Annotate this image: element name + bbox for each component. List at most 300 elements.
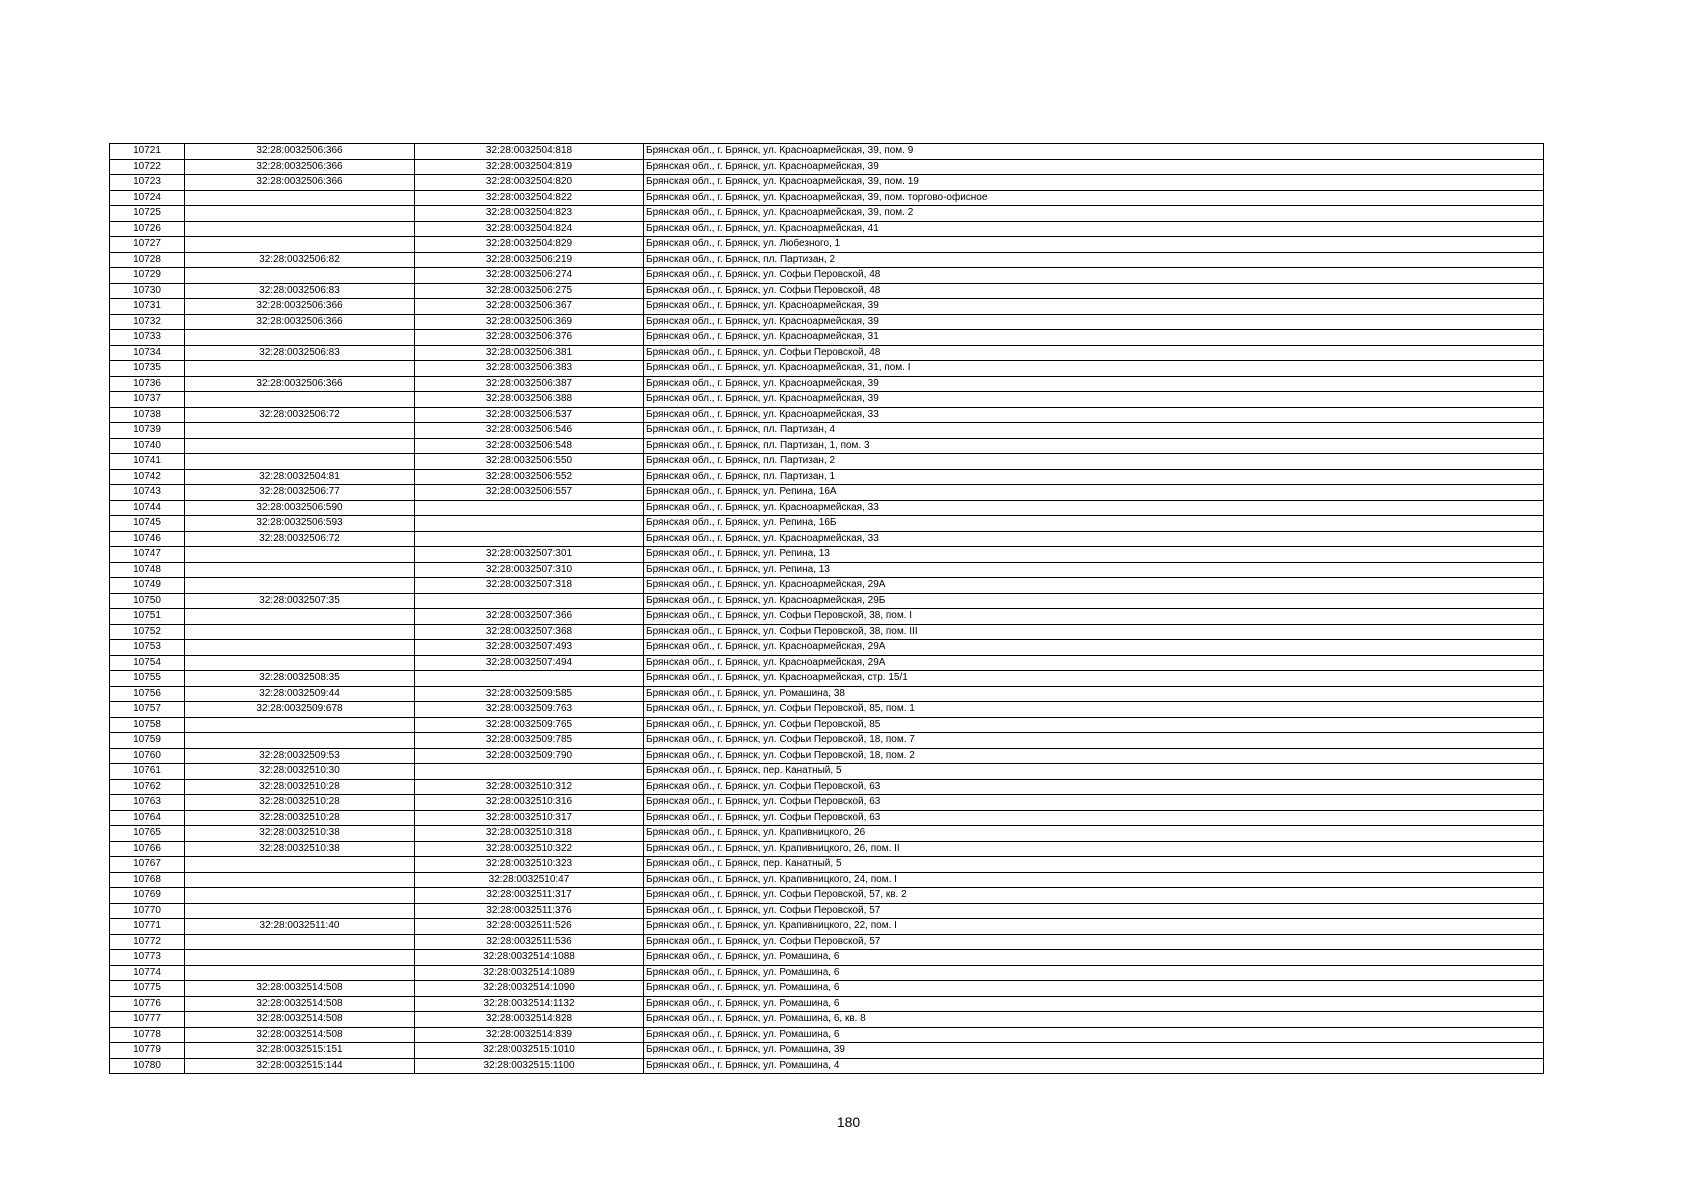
row-number-cell: 10735 [110, 361, 185, 377]
land-parcel-number-cell [185, 624, 415, 640]
building-number-cell: 32:28:0032504:823 [415, 206, 644, 222]
land-parcel-number-cell [185, 857, 415, 873]
building-number-cell: 32:28:0032506:552 [415, 469, 644, 485]
address-cell: Брянская обл., г. Брянск, ул. Ромашина, 6 [644, 950, 1544, 966]
row-number-cell: 10749 [110, 578, 185, 594]
row-number-cell: 10765 [110, 826, 185, 842]
land-parcel-number-cell: 32:28:0032509:44 [185, 686, 415, 702]
address-cell: Брянская обл., г. Брянск, ул. Репина, 13 [644, 547, 1544, 563]
address-cell: Брянская обл., г. Брянск, ул. Красноармейская, 29Б [644, 593, 1544, 609]
row-number-cell: 10778 [110, 1027, 185, 1043]
building-number-cell: 32:28:0032514:1088 [415, 950, 644, 966]
land-parcel-number-cell: 32:28:0032506:366 [185, 159, 415, 175]
table-row [110, 578, 1544, 594]
building-number-cell: 32:28:0032510:47 [415, 872, 644, 888]
land-parcel-number-cell: 32:28:0032514:508 [185, 1027, 415, 1043]
land-parcel-number-cell [185, 733, 415, 749]
building-number-cell: 32:28:0032504:824 [415, 221, 644, 237]
row-number-cell: 10755 [110, 671, 185, 687]
building-number-cell [415, 500, 644, 516]
table-row [110, 919, 1544, 935]
building-number-cell: 32:28:0032511:376 [415, 903, 644, 919]
row-number-cell: 10780 [110, 1058, 185, 1074]
row-number-cell: 10761 [110, 764, 185, 780]
address-cell: Брянская обл., г. Брянск, ул. Ромашина, 6 [644, 965, 1544, 981]
table-row [110, 500, 1544, 516]
table-row [110, 361, 1544, 377]
table-row [110, 175, 1544, 191]
land-parcel-number-cell: 32:28:0032506:366 [185, 299, 415, 315]
table-row [110, 531, 1544, 547]
address-cell: Брянская обл., г. Брянск, ул. Красноармейская, 39 [644, 314, 1544, 330]
building-number-cell: 32:28:0032510:317 [415, 810, 644, 826]
table-row [110, 686, 1544, 702]
page-number: 180 [836, 1114, 861, 1130]
table-row [110, 376, 1544, 392]
address-cell: Брянская обл., г. Брянск, ул. Софьи Перовской, 57 [644, 903, 1544, 919]
building-number-cell: 32:28:0032509:763 [415, 702, 644, 718]
row-number-cell: 10758 [110, 717, 185, 733]
building-number-cell: 32:28:0032510:316 [415, 795, 644, 811]
building-number-cell: 32:28:0032507:368 [415, 624, 644, 640]
land-parcel-number-cell [185, 392, 415, 408]
building-number-cell [415, 531, 644, 547]
building-number-cell: 32:28:0032511:526 [415, 919, 644, 935]
table-row [110, 764, 1544, 780]
row-number-cell: 10750 [110, 593, 185, 609]
land-parcel-number-cell [185, 221, 415, 237]
land-parcel-number-cell: 32:28:0032510:38 [185, 841, 415, 857]
address-cell: Брянская обл., г. Брянск, ул. Репина, 16Б [644, 516, 1544, 532]
row-number-cell: 10762 [110, 779, 185, 795]
land-parcel-number-cell: 32:28:0032504:81 [185, 469, 415, 485]
row-number-cell: 10760 [110, 748, 185, 764]
table-row [110, 795, 1544, 811]
building-number-cell: 32:28:0032514:1090 [415, 981, 644, 997]
building-number-cell: 32:28:0032509:585 [415, 686, 644, 702]
land-parcel-number-cell: 32:28:0032506:366 [185, 175, 415, 191]
land-parcel-number-cell: 32:28:0032510:28 [185, 779, 415, 795]
address-cell: Брянская обл., г. Брянск, ул. Софьи Перовской, 38, пом. III [644, 624, 1544, 640]
table-row [110, 144, 1544, 160]
building-number-cell: 32:28:0032514:1089 [415, 965, 644, 981]
land-parcel-number-cell [185, 903, 415, 919]
building-number-cell: 32:28:0032514:839 [415, 1027, 644, 1043]
row-number-cell: 10738 [110, 407, 185, 423]
table-row [110, 593, 1544, 609]
table-row [110, 640, 1544, 656]
building-number-cell: 32:28:0032506:546 [415, 423, 644, 439]
building-number-cell: 32:28:0032506:275 [415, 283, 644, 299]
row-number-cell: 10730 [110, 283, 185, 299]
table-row [110, 950, 1544, 966]
land-parcel-number-cell: 32:28:0032509:53 [185, 748, 415, 764]
address-cell: Брянская обл., г. Брянск, ул. Красноармейская, 39, пом. 9 [644, 144, 1544, 160]
land-parcel-number-cell [185, 330, 415, 346]
address-cell: Брянская обл., г. Брянск, ул. Ромашина, 38 [644, 686, 1544, 702]
table-row [110, 283, 1544, 299]
table-row [110, 702, 1544, 718]
table-row [110, 826, 1544, 842]
address-cell: Брянская обл., г. Брянск, ул. Крапивницкого, 26 [644, 826, 1544, 842]
building-number-cell: 32:28:0032510:312 [415, 779, 644, 795]
land-parcel-number-cell: 32:28:0032506:366 [185, 376, 415, 392]
building-number-cell: 32:28:0032506:381 [415, 345, 644, 361]
land-parcel-number-cell: 32:28:0032506:83 [185, 283, 415, 299]
land-parcel-number-cell [185, 717, 415, 733]
row-number-cell: 10724 [110, 190, 185, 206]
address-cell: Брянская обл., г. Брянск, ул. Ромашина, 6, кв. 8 [644, 1012, 1544, 1028]
row-number-cell: 10740 [110, 438, 185, 454]
address-cell: Брянская обл., г. Брянск, ул. Красноармейская, стр. 15/1 [644, 671, 1544, 687]
address-cell: Брянская обл., г. Брянск, ул. Софьи Перовской, 48 [644, 283, 1544, 299]
address-cell: Брянская обл., г. Брянск, ул. Красноармейская, 39 [644, 392, 1544, 408]
row-number-cell: 10726 [110, 221, 185, 237]
address-cell: Брянская обл., г. Брянск, ул. Красноармейская, 31 [644, 330, 1544, 346]
table-row [110, 810, 1544, 826]
land-parcel-number-cell: 32:28:0032515:151 [185, 1043, 415, 1059]
table-row [110, 857, 1544, 873]
land-parcel-number-cell: 32:28:0032507:35 [185, 593, 415, 609]
building-number-cell: 32:28:0032515:1100 [415, 1058, 644, 1074]
land-parcel-number-cell: 32:28:0032510:28 [185, 810, 415, 826]
table-row [110, 299, 1544, 315]
land-parcel-number-cell: 32:28:0032506:593 [185, 516, 415, 532]
land-parcel-number-cell [185, 578, 415, 594]
building-number-cell: 32:28:0032506:388 [415, 392, 644, 408]
building-number-cell: 32:28:0032507:493 [415, 640, 644, 656]
building-number-cell [415, 671, 644, 687]
table-row [110, 438, 1544, 454]
building-number-cell: 32:28:0032510:323 [415, 857, 644, 873]
building-number-cell: 32:28:0032509:765 [415, 717, 644, 733]
address-cell: Брянская обл., г. Брянск, ул. Софьи Перовской, 18, пом. 7 [644, 733, 1544, 749]
table-row [110, 345, 1544, 361]
address-cell: Брянская обл., г. Брянск, ул. Софьи Перовской, 38, пом. I [644, 609, 1544, 625]
land-parcel-number-cell: 32:28:0032510:28 [185, 795, 415, 811]
building-number-cell: 32:28:0032506:548 [415, 438, 644, 454]
row-number-cell: 10733 [110, 330, 185, 346]
address-cell: Брянская обл., г. Брянск, ул. Ромашина, 6 [644, 981, 1544, 997]
row-number-cell: 10734 [110, 345, 185, 361]
land-parcel-number-cell: 32:28:0032510:38 [185, 826, 415, 842]
address-cell: Брянская обл., г. Брянск, ул. Красноармейская, 29А [644, 640, 1544, 656]
address-cell: Брянская обл., г. Брянск, ул. Красноармейская, 31, пом. I [644, 361, 1544, 377]
land-parcel-number-cell [185, 361, 415, 377]
building-number-cell: 32:28:0032507:301 [415, 547, 644, 563]
address-cell: Брянская обл., г. Брянск, ул. Репина, 16А [644, 485, 1544, 501]
address-cell: Брянская обл., г. Брянск, ул. Софьи Перовской, 85 [644, 717, 1544, 733]
row-number-cell: 10772 [110, 934, 185, 950]
address-cell: Брянская обл., г. Брянск, ул. Крапивницкого, 24, пом. I [644, 872, 1544, 888]
table-row [110, 841, 1544, 857]
address-cell: Брянская обл., г. Брянск, ул. Крапивницкого, 22, пом. I [644, 919, 1544, 935]
row-number-cell: 10753 [110, 640, 185, 656]
table-row [110, 392, 1544, 408]
table-row [110, 423, 1544, 439]
row-number-cell: 10746 [110, 531, 185, 547]
address-cell: Брянская обл., г. Брянск, ул. Красноармейская, 29А [644, 655, 1544, 671]
table-row [110, 547, 1544, 563]
row-number-cell: 10775 [110, 981, 185, 997]
row-number-cell: 10771 [110, 919, 185, 935]
building-number-cell: 32:28:0032507:494 [415, 655, 644, 671]
address-cell: Брянская обл., г. Брянск, ул. Красноармейская, 29А [644, 578, 1544, 594]
building-number-cell: 32:28:0032504:818 [415, 144, 644, 160]
land-parcel-number-cell: 32:28:0032514:508 [185, 1012, 415, 1028]
row-number-cell: 10751 [110, 609, 185, 625]
land-parcel-number-cell [185, 190, 415, 206]
row-number-cell: 10721 [110, 144, 185, 160]
row-number-cell: 10727 [110, 237, 185, 253]
land-parcel-number-cell: 32:28:0032508:35 [185, 671, 415, 687]
building-number-cell: 32:28:0032506:550 [415, 454, 644, 470]
row-number-cell: 10736 [110, 376, 185, 392]
table-row [110, 888, 1544, 904]
address-cell: Брянская обл., г. Брянск, ул. Крапивницкого, 26, пом. II [644, 841, 1544, 857]
building-number-cell: 32:28:0032506:219 [415, 252, 644, 268]
row-number-cell: 10747 [110, 547, 185, 563]
row-number-cell: 10757 [110, 702, 185, 718]
table-row [110, 1027, 1544, 1043]
row-number-cell: 10723 [110, 175, 185, 191]
address-cell: Брянская обл., г. Брянск, ул. Красноармейская, 41 [644, 221, 1544, 237]
land-parcel-number-cell: 32:28:0032515:144 [185, 1058, 415, 1074]
address-cell: Брянская обл., г. Брянск, ул. Ромашина, 6 [644, 1027, 1544, 1043]
land-parcel-number-cell [185, 423, 415, 439]
address-cell: Брянская обл., г. Брянск, пл. Партизан, 2 [644, 454, 1544, 470]
table-row [110, 981, 1544, 997]
building-number-cell: 32:28:0032509:785 [415, 733, 644, 749]
land-parcel-number-cell: 32:28:0032514:508 [185, 981, 415, 997]
row-number-cell: 10767 [110, 857, 185, 873]
land-parcel-number-cell [185, 268, 415, 284]
address-cell: Брянская обл., г. Брянск, ул. Красноармейская, 39, пом. торгово-офисное [644, 190, 1544, 206]
row-number-cell: 10743 [110, 485, 185, 501]
address-cell: Брянская обл., г. Брянск, пер. Канатный, 5 [644, 857, 1544, 873]
building-number-cell: 32:28:0032506:387 [415, 376, 644, 392]
table-row [110, 562, 1544, 578]
table-row [110, 221, 1544, 237]
address-cell: Брянская обл., г. Брянск, ул. Ромашина, 4 [644, 1058, 1544, 1074]
address-cell: Брянская обл., г. Брянск, ул. Софьи Перовской, 48 [644, 345, 1544, 361]
building-number-cell [415, 516, 644, 532]
cadastral-table [109, 143, 1544, 1074]
building-number-cell: 32:28:0032504:820 [415, 175, 644, 191]
table-row [110, 655, 1544, 671]
land-parcel-number-cell [185, 547, 415, 563]
address-cell: Брянская обл., г. Брянск, ул. Красноармейская, 33 [644, 500, 1544, 516]
row-number-cell: 10741 [110, 454, 185, 470]
table-row [110, 1043, 1544, 1059]
address-cell: Брянская обл., г. Брянск, пл. Партизан, 2 [644, 252, 1544, 268]
row-number-cell: 10744 [110, 500, 185, 516]
land-parcel-number-cell [185, 454, 415, 470]
row-number-cell: 10774 [110, 965, 185, 981]
land-parcel-number-cell: 32:28:0032506:72 [185, 407, 415, 423]
address-cell: Брянская обл., г. Брянск, ул. Софьи Перовской, 63 [644, 795, 1544, 811]
land-parcel-number-cell: 32:28:0032506:77 [185, 485, 415, 501]
table-row [110, 733, 1544, 749]
table-row [110, 314, 1544, 330]
building-number-cell: 32:28:0032504:819 [415, 159, 644, 175]
table-row [110, 965, 1544, 981]
table-row [110, 779, 1544, 795]
address-cell: Брянская обл., г. Брянск, ул. Софьи Перовской, 57, кв. 2 [644, 888, 1544, 904]
building-number-cell: 32:28:0032506:369 [415, 314, 644, 330]
row-number-cell: 10752 [110, 624, 185, 640]
address-cell: Брянская обл., г. Брянск, ул. Софьи Перовской, 18, пом. 2 [644, 748, 1544, 764]
land-parcel-number-cell [185, 237, 415, 253]
table-row [110, 407, 1544, 423]
table-row [110, 748, 1544, 764]
table-row [110, 252, 1544, 268]
land-parcel-number-cell: 32:28:0032506:82 [185, 252, 415, 268]
building-number-cell: 32:28:0032511:536 [415, 934, 644, 950]
address-cell: Брянская обл., г. Брянск, пер. Канатный, 5 [644, 764, 1544, 780]
table-body [110, 144, 1544, 1074]
address-cell: Брянская обл., г. Брянск, пл. Партизан, 4 [644, 423, 1544, 439]
table-row [110, 996, 1544, 1012]
row-number-cell: 10739 [110, 423, 185, 439]
table-row [110, 872, 1544, 888]
row-number-cell: 10742 [110, 469, 185, 485]
land-parcel-number-cell: 32:28:0032506:366 [185, 314, 415, 330]
address-cell: Брянская обл., г. Брянск, ул. Красноармейская, 39 [644, 159, 1544, 175]
building-number-cell: 32:28:0032510:318 [415, 826, 644, 842]
land-parcel-number-cell [185, 562, 415, 578]
table-row [110, 717, 1544, 733]
row-number-cell: 10763 [110, 795, 185, 811]
table-row [110, 671, 1544, 687]
building-number-cell: 32:28:0032504:822 [415, 190, 644, 206]
row-number-cell: 10759 [110, 733, 185, 749]
row-number-cell: 10729 [110, 268, 185, 284]
building-number-cell: 32:28:0032510:322 [415, 841, 644, 857]
address-cell: Брянская обл., г. Брянск, ул. Софьи Перовской, 57 [644, 934, 1544, 950]
row-number-cell: 10769 [110, 888, 185, 904]
land-parcel-number-cell: 32:28:0032514:508 [185, 996, 415, 1012]
address-cell: Брянская обл., г. Брянск, ул. Софьи Перовской, 63 [644, 779, 1544, 795]
row-number-cell: 10722 [110, 159, 185, 175]
table-row [110, 516, 1544, 532]
row-number-cell: 10737 [110, 392, 185, 408]
table-row [110, 190, 1544, 206]
row-number-cell: 10745 [110, 516, 185, 532]
table-row [110, 609, 1544, 625]
building-number-cell: 32:28:0032507:318 [415, 578, 644, 594]
land-parcel-number-cell: 32:28:0032506:590 [185, 500, 415, 516]
table-row [110, 1058, 1544, 1074]
row-number-cell: 10768 [110, 872, 185, 888]
building-number-cell: 32:28:0032506:367 [415, 299, 644, 315]
table-row [110, 454, 1544, 470]
land-parcel-number-cell: 32:28:0032506:366 [185, 144, 415, 160]
building-number-cell: 32:28:0032506:383 [415, 361, 644, 377]
row-number-cell: 10748 [110, 562, 185, 578]
table-row [110, 330, 1544, 346]
land-parcel-number-cell [185, 934, 415, 950]
building-number-cell: 32:28:0032515:1010 [415, 1043, 644, 1059]
row-number-cell: 10754 [110, 655, 185, 671]
land-parcel-number-cell: 32:28:0032511:40 [185, 919, 415, 935]
building-number-cell: 32:28:0032514:828 [415, 1012, 644, 1028]
building-number-cell: 32:28:0032507:310 [415, 562, 644, 578]
row-number-cell: 10756 [110, 686, 185, 702]
building-number-cell: 32:28:0032504:829 [415, 237, 644, 253]
land-parcel-number-cell [185, 888, 415, 904]
building-number-cell: 32:28:0032511:317 [415, 888, 644, 904]
land-parcel-number-cell [185, 206, 415, 222]
land-parcel-number-cell [185, 872, 415, 888]
building-number-cell: 32:28:0032514:1132 [415, 996, 644, 1012]
table-row [110, 624, 1544, 640]
address-cell: Брянская обл., г. Брянск, ул. Репина, 13 [644, 562, 1544, 578]
address-cell: Брянская обл., г. Брянск, ул. Красноармейская, 33 [644, 407, 1544, 423]
address-cell: Брянская обл., г. Брянск, ул. Красноармейская, 39 [644, 299, 1544, 315]
address-cell: Брянская обл., г. Брянск, ул. Софьи Перовской, 63 [644, 810, 1544, 826]
address-cell: Брянская обл., г. Брянск, ул. Красноармейская, 39, пом. 2 [644, 206, 1544, 222]
address-cell: Брянская обл., г. Брянск, ул. Софьи Перовской, 48 [644, 268, 1544, 284]
land-parcel-number-cell: 32:28:0032509:678 [185, 702, 415, 718]
address-cell: Брянская обл., г. Брянск, ул. Софьи Перовской, 85, пом. 1 [644, 702, 1544, 718]
land-parcel-number-cell: 32:28:0032506:83 [185, 345, 415, 361]
row-number-cell: 10731 [110, 299, 185, 315]
address-cell: Брянская обл., г. Брянск, пл. Партизан, 1 [644, 469, 1544, 485]
table-row [110, 206, 1544, 222]
table-row [110, 934, 1544, 950]
row-number-cell: 10770 [110, 903, 185, 919]
building-number-cell: 32:28:0032506:537 [415, 407, 644, 423]
land-parcel-number-cell [185, 965, 415, 981]
row-number-cell: 10725 [110, 206, 185, 222]
row-number-cell: 10779 [110, 1043, 185, 1059]
building-number-cell: 32:28:0032506:557 [415, 485, 644, 501]
row-number-cell: 10766 [110, 841, 185, 857]
building-number-cell: 32:28:0032506:274 [415, 268, 644, 284]
row-number-cell: 10776 [110, 996, 185, 1012]
table-row [110, 485, 1544, 501]
row-number-cell: 10777 [110, 1012, 185, 1028]
table-row [110, 1012, 1544, 1028]
address-cell: Брянская обл., г. Брянск, ул. Красноармейская, 39, пом. 19 [644, 175, 1544, 191]
building-number-cell: 32:28:0032506:376 [415, 330, 644, 346]
land-parcel-number-cell [185, 609, 415, 625]
table-row [110, 903, 1544, 919]
address-cell: Брянская обл., г. Брянск, ул. Любезного, 1 [644, 237, 1544, 253]
address-cell: Брянская обл., г. Брянск, пл. Партизан, 1, пом. 3 [644, 438, 1544, 454]
land-parcel-number-cell: 32:28:0032506:72 [185, 531, 415, 547]
row-number-cell: 10764 [110, 810, 185, 826]
address-cell: Брянская обл., г. Брянск, ул. Красноармейская, 33 [644, 531, 1544, 547]
building-number-cell [415, 593, 644, 609]
land-parcel-number-cell: 32:28:0032510:30 [185, 764, 415, 780]
row-number-cell: 10728 [110, 252, 185, 268]
table-row [110, 268, 1544, 284]
building-number-cell: 32:28:0032507:366 [415, 609, 644, 625]
address-cell: Брянская обл., г. Брянск, ул. Красноармейская, 39 [644, 376, 1544, 392]
table-row [110, 237, 1544, 253]
land-parcel-number-cell [185, 640, 415, 656]
building-number-cell [415, 764, 644, 780]
land-parcel-number-cell [185, 950, 415, 966]
address-cell: Брянская обл., г. Брянск, ул. Ромашина, 6 [644, 996, 1544, 1012]
address-cell: Брянская обл., г. Брянск, ул. Ромашина, 39 [644, 1043, 1544, 1059]
land-parcel-number-cell [185, 655, 415, 671]
row-number-cell: 10732 [110, 314, 185, 330]
building-number-cell: 32:28:0032509:790 [415, 748, 644, 764]
land-parcel-number-cell [185, 438, 415, 454]
